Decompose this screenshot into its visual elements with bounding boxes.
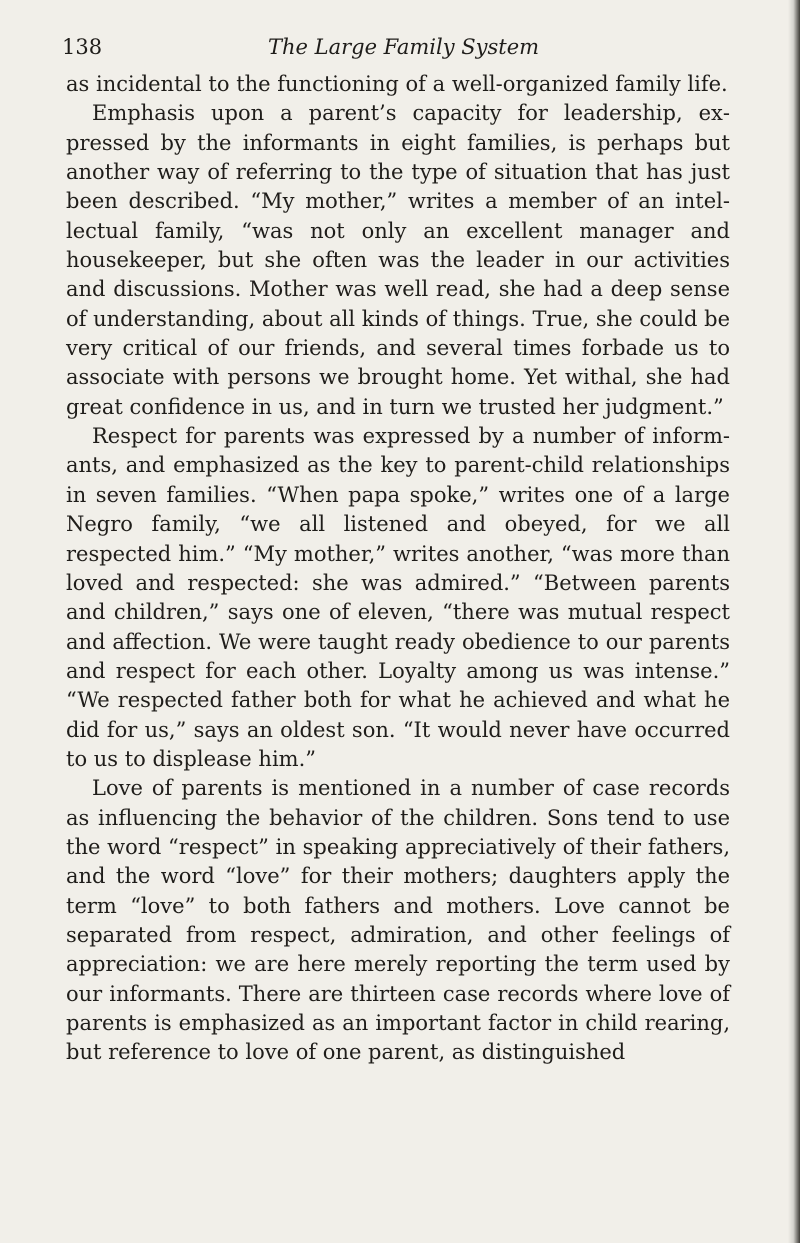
paragraph-leadership: Emphasis upon a parent’s capacity for leadership, expressed by the informants in eight families, is perhaps but another way of referring to the type of situation that has just been described. “My mother,” writes a member of an intellectual family, “was not only an excellent manager and housekeeper, but she often was the leader in our activities and discussions. Mother was well read, she had a deep sense of understanding, about all kinds of things. True, she could be very critical of our friends, and several times forbade us to associate with persons we brought home. Yet withal, she had great confidence in us, and in turn we trusted her judgment.” <box>66 101 730 419</box>
paragraph-love: Love of parents is mentioned in a number of case records as influencing the behavior of the children. Sons tend to use the word “respect” in speaking appreciatively of their fathers, and the word “love” for their mothers; daughters apply the term “love” to both fathers and mothers. Love cannot be separated from respect, admiration, and other feelings of appreciation: we are here merely reporting the term used by our informants. There are thirteen case records where love of parents is emphasized as an important factor in child rearing, but reference to love of one parent, as distinguished <box>66 776 730 1065</box>
paragraph-respect: Respect for parents was expressed by a number of informants, and emphasized as the key to parent-child relationships in seven families. “When papa spoke,” writes one of a large Negro family, “we all listened and obeyed, for we all respected him.” “My mother,” writes another, “was more than loved and respected: she was admired.” “Between parents and children,” says one of eleven, “there was mutual respect and affection. We were taught ready obedience to our parents and respect for each other. Loyalty among us was intense.” “We respected father both for what he achieved and what he did for us,” says an oldest son. “It would never have occurred to us to displease him.” <box>66 424 730 771</box>
body-text <box>66 70 730 1068</box>
running-header <box>62 34 730 64</box>
running-title: The Large Family System <box>268 35 540 59</box>
paragraph-continuation: as incidental to the functioning of a well-organized family life. <box>66 72 728 96</box>
page-number: 138 <box>62 35 103 59</box>
page-edge-shadow <box>788 0 800 1243</box>
